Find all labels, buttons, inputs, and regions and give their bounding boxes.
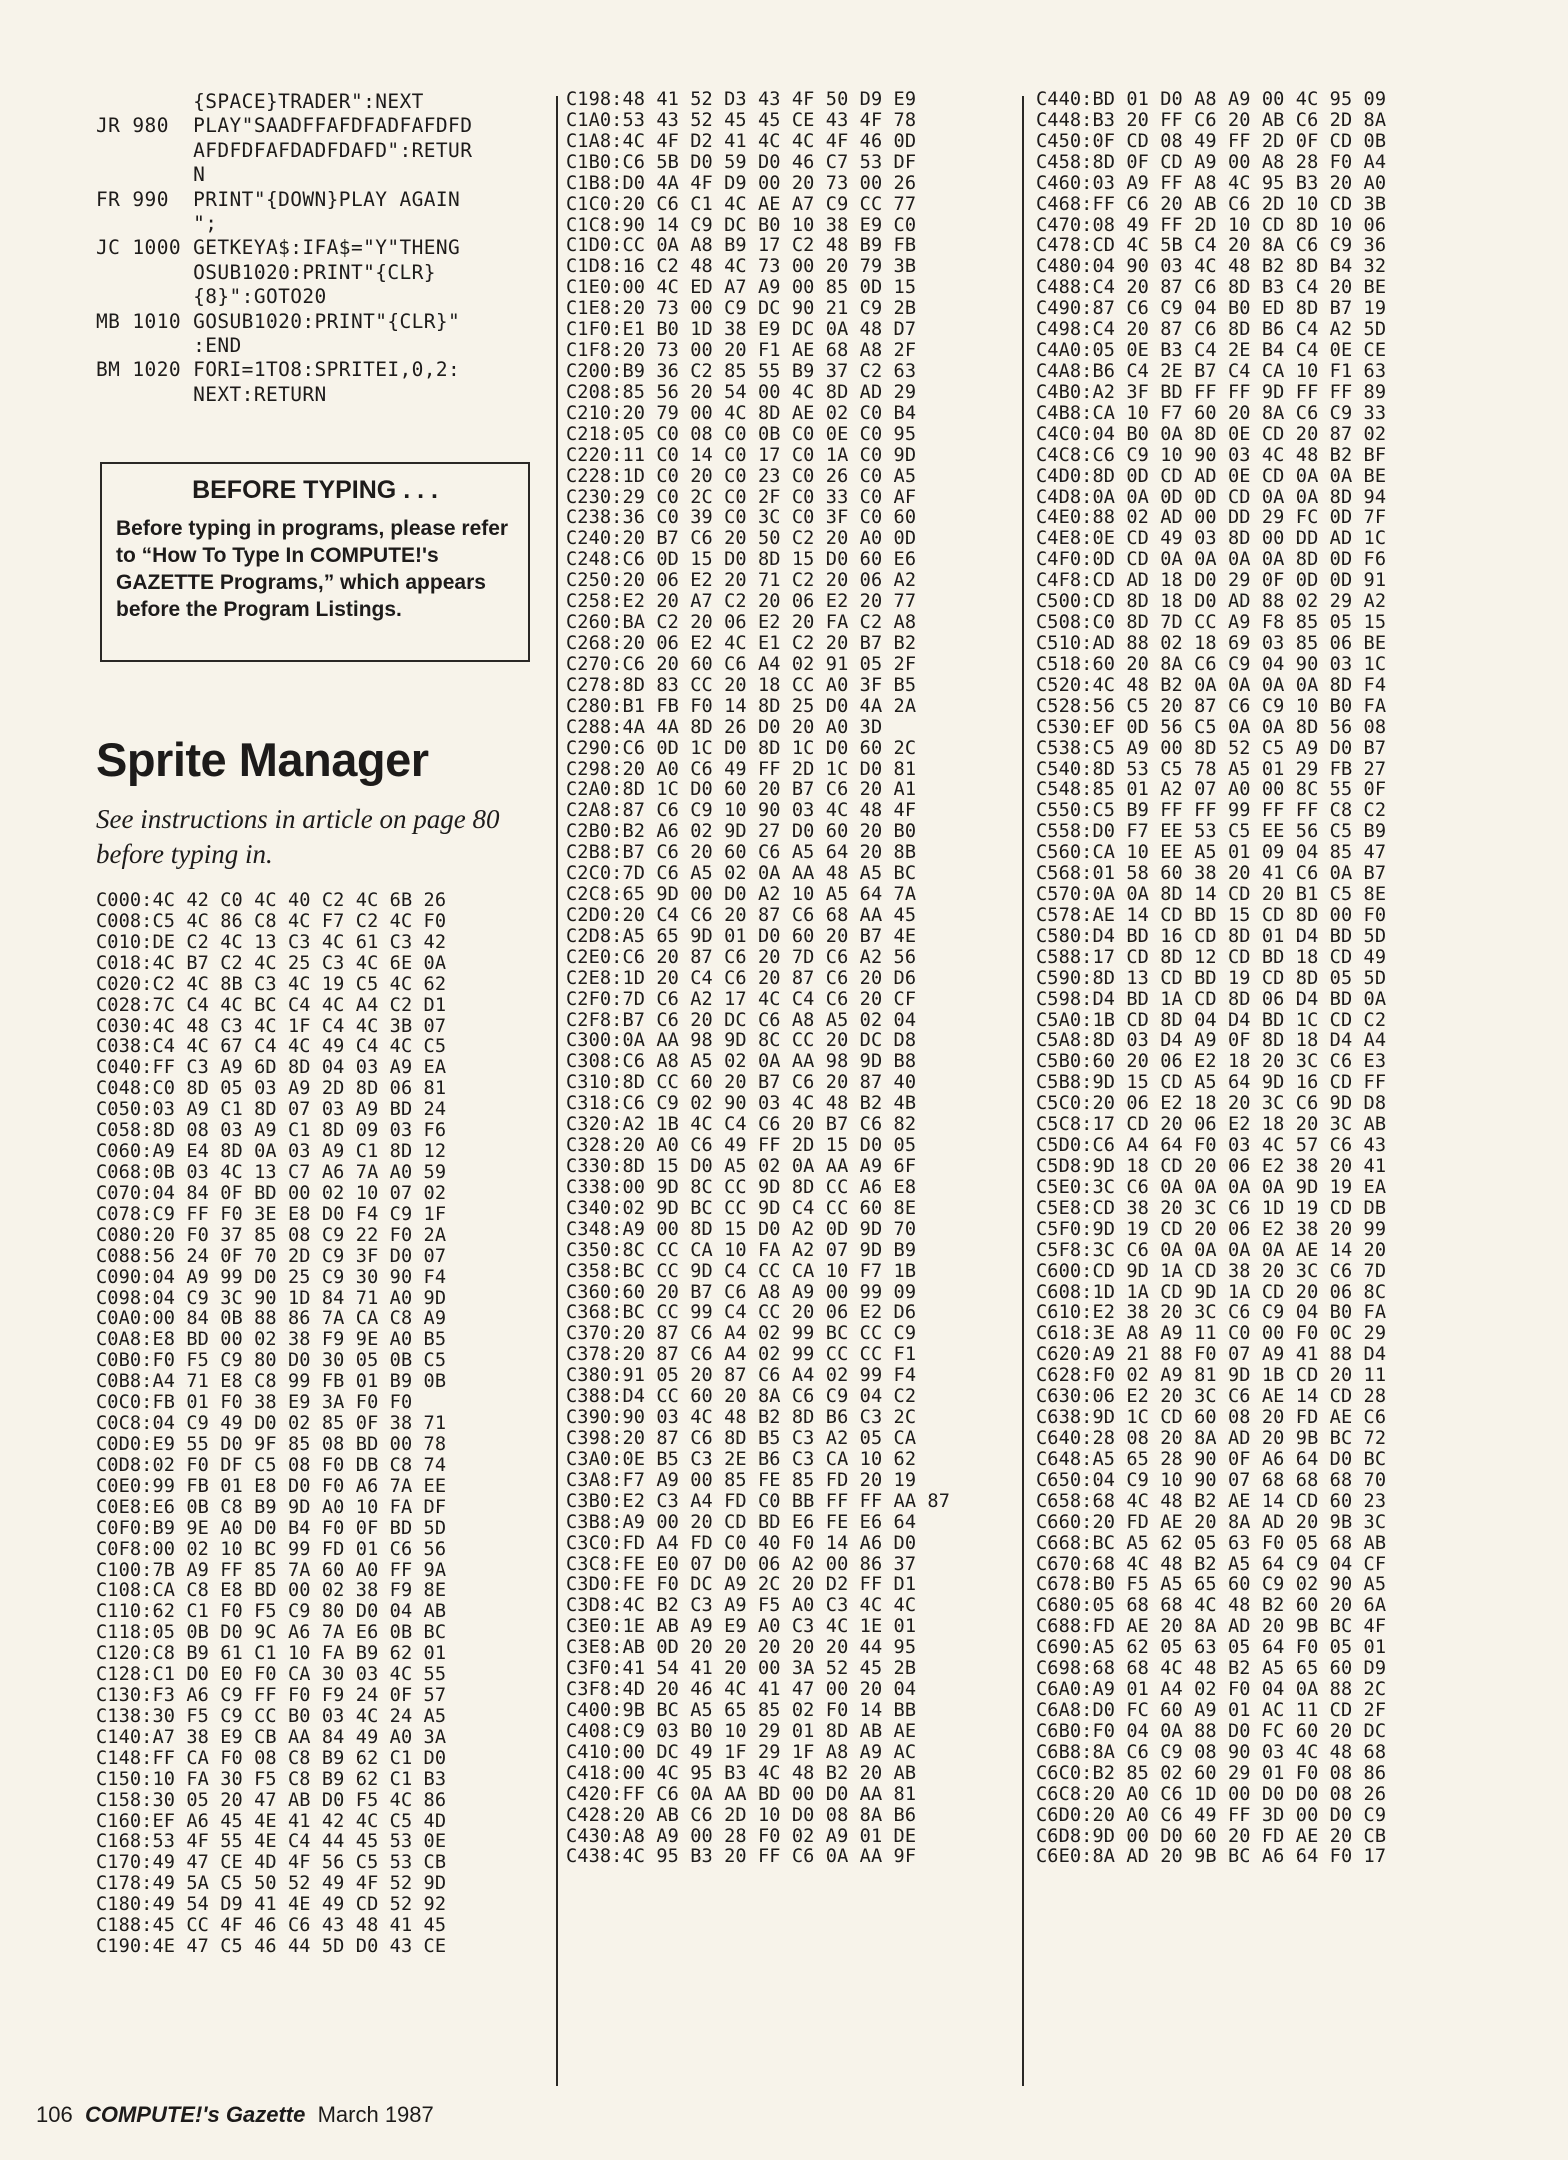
hex-line: C0D0:E9 55 D0 9F 85 08 BD 00 78 — [96, 1433, 447, 1455]
hex-line: C340:02 9D BC CC 9D C4 CC 60 8E — [566, 1197, 917, 1219]
page-number: 106 — [36, 2102, 73, 2127]
hex-line: C128:C1 D0 E0 F0 CA 30 03 4C 55 — [96, 1664, 447, 1686]
hex-line: C348:A9 00 8D 15 D0 A2 0D 9D 70 — [566, 1218, 917, 1240]
hex-line: C488:C4 20 87 C6 8D B3 C4 20 BE — [1036, 277, 1387, 299]
hex-line: C400:9B BC A5 65 85 02 F0 14 BB — [566, 1699, 917, 1721]
hex-line: C5D0:C6 A4 64 F0 03 4C 57 C6 43 — [1036, 1135, 1387, 1157]
hex-line: C0C0:FB 01 F0 38 E9 3A F0 F0 — [96, 1392, 424, 1414]
hex-line: C6C0:B2 85 02 60 29 01 F0 08 86 — [1036, 1762, 1387, 1784]
hex-line: C648:A5 65 28 90 0F A6 64 D0 BC — [1036, 1448, 1387, 1470]
hex-line: C368:BC CC 99 C4 CC 20 06 E2 D6 — [566, 1302, 917, 1324]
hex-line: C650:04 C9 10 90 07 68 68 68 70 — [1036, 1469, 1387, 1491]
hex-line: C4B0:A2 3F BD FF FF 9D FF FF 89 — [1036, 381, 1387, 403]
hex-line: C220:11 C0 14 C0 17 C0 1A C0 9D — [566, 444, 917, 466]
hex-line: C5B0:60 20 06 E2 18 20 3C C6 E3 — [1036, 1051, 1387, 1073]
hex-line: C2A8:87 C6 C9 10 90 03 4C 48 4F — [566, 800, 917, 822]
hex-line: C3E0:1E AB A9 E9 A0 C3 4C 1E 01 — [566, 1616, 917, 1638]
hex-line: C4A8:B6 C4 2E B7 C4 CA 10 F1 63 — [1036, 360, 1387, 382]
hex-line: C228:1D C0 20 C0 23 C0 26 C0 A5 — [566, 465, 917, 487]
hex-line: C140:A7 38 E9 CB AA 84 49 A0 3A — [96, 1726, 447, 1748]
hex-line: C430:A8 A9 00 28 F0 02 A9 01 DE — [566, 1825, 917, 1847]
before-typing-text: Before typing in programs, please refer to “How To Type In COMPUTE!'s GAZETTE Programs,” which appears before the Program Listings. — [116, 517, 509, 621]
program-line: :END — [96, 334, 242, 358]
hex-line: C178:49 5A C5 50 52 49 4F 52 9D — [96, 1873, 447, 1895]
hex-line: C3B0:E2 C3 A4 FD C0 BB FF FF AA 87 — [566, 1490, 951, 1512]
hex-line: C548:85 01 A2 07 A0 00 8C 55 0F — [1036, 779, 1387, 801]
hex-line: C390:90 03 4C 48 B2 8D B6 C3 2C — [566, 1407, 917, 1429]
hex-line: C510:AD 88 02 18 69 03 85 06 BE — [1036, 632, 1387, 654]
issue-date: March 1987 — [317, 2102, 434, 2127]
hex-line: C1B0:C6 5B D0 59 D0 46 C7 53 DF — [566, 151, 917, 173]
hex-line: C2C0:7D C6 A5 02 0A AA 48 A5 BC — [566, 863, 917, 885]
hex-line: C6C8:20 A0 C6 1D 00 D0 D0 08 26 — [1036, 1783, 1387, 1805]
hex-line: C4F8:CD AD 18 D0 29 0F 0D 0D 91 — [1036, 570, 1387, 592]
hex-line: C028:7C C4 4C BC C4 4C A4 C2 D1 — [96, 994, 447, 1016]
hex-line: C268:20 06 E2 4C E1 C2 20 B7 B2 — [566, 632, 917, 654]
hex-line: C590:8D 13 CD BD 19 CD 8D 05 5D — [1036, 967, 1387, 989]
hex-line: C480:04 90 03 4C 48 B2 8D B4 32 — [1036, 256, 1387, 278]
hex-line: C358:BC CC 9D C4 CC CA 10 F7 1B — [566, 1260, 917, 1282]
hex-line: C698:68 68 4C 48 B2 A5 65 60 D9 — [1036, 1658, 1387, 1680]
hex-line: C4B8:CA 10 F7 60 20 8A C6 C9 33 — [1036, 402, 1387, 424]
hex-line: C050:03 A9 C1 8D 07 03 A9 BD 24 — [96, 1099, 447, 1121]
hex-line: C1E8:20 73 00 C9 DC 90 21 C9 2B — [566, 298, 917, 320]
hex-line: C618:3E A8 A9 11 C0 00 F0 0C 29 — [1036, 1323, 1387, 1345]
hex-line: C450:0F CD 08 49 FF 2D 0F CD 0B — [1036, 130, 1387, 152]
hex-line: C688:FD AE 20 8A AD 20 9B BC 4F — [1036, 1616, 1387, 1638]
hex-line: C3D8:4C B2 C3 A9 F5 A0 C3 4C 4C — [566, 1595, 917, 1617]
hex-line: C020:C2 4C 8B C3 4C 19 C5 4C 62 — [96, 973, 447, 995]
hex-line: C160:EF A6 45 4E 41 42 4C C5 4D — [96, 1810, 447, 1832]
hex-line: C530:EF 0D 56 C5 0A 0A 8D 56 08 — [1036, 716, 1387, 738]
hex-line: C080:20 F0 37 85 08 C9 22 F0 2A — [96, 1224, 447, 1246]
hex-line: C3D0:FE F0 DC A9 2C 20 D2 FF D1 — [566, 1574, 917, 1596]
hex-listing-column-1 — [96, 891, 446, 1958]
hex-line: C570:0A 0A 8D 14 CD 20 B1 C5 8E — [1036, 884, 1387, 906]
hex-line: C428:20 AB C6 2D 10 D0 08 8A B6 — [566, 1804, 917, 1826]
hex-line: C328:20 A0 C6 49 FF 2D 15 D0 05 — [566, 1135, 917, 1157]
hex-line: C3C8:FE E0 07 D0 06 A2 00 86 37 — [566, 1553, 917, 1575]
hex-line: C2A0:8D 1C D0 60 20 B7 C6 20 A1 — [566, 779, 917, 801]
hex-line: C398:20 87 C6 8D B5 C3 A2 05 CA — [566, 1428, 917, 1449]
hex-line: C5C0:20 06 E2 18 20 3C C6 9D D8 — [1036, 1093, 1387, 1115]
hex-line: C180:49 54 D9 41 4E 49 CD 52 92 — [96, 1894, 447, 1916]
hex-line: C0F8:00 02 10 BC 99 FD 01 C6 56 — [96, 1538, 447, 1560]
hex-line: C1B8:D0 4A 4F D9 00 20 73 00 26 — [566, 172, 917, 194]
hex-line: C610:E2 38 20 3C C6 C9 04 B0 FA — [1036, 1302, 1387, 1324]
hex-line: C540:8D 53 C5 78 A5 01 29 FB 27 — [1036, 758, 1387, 780]
program-line: "; — [96, 212, 218, 236]
hex-line: C2E8:1D 20 C4 C6 20 87 C6 20 D6 — [566, 967, 917, 989]
hex-line: C138:30 F5 C9 CC B0 03 4C 24 A5 — [96, 1705, 447, 1727]
hex-line: C258:E2 20 A7 C2 20 06 E2 20 77 — [566, 591, 917, 613]
hex-line: C360:60 20 B7 C6 A8 A9 00 99 09 — [566, 1281, 917, 1303]
hex-line: C638:9D 1C CD 60 08 20 FD AE C6 — [1036, 1407, 1387, 1429]
column-divider-right — [1022, 96, 1024, 2086]
hex-line: C0A8:E8 BD 00 02 38 F9 9E A0 B5 — [96, 1329, 447, 1351]
hex-line: C3F0:41 54 41 20 00 3A 52 45 2B — [566, 1658, 917, 1680]
hex-line: C408:C9 03 B0 10 29 01 8D AB AE — [566, 1720, 917, 1742]
hex-line: C4E0:88 02 AD 00 DD 29 FC 0D 7F — [1036, 507, 1387, 529]
hex-line: C1C8:90 14 C9 DC B0 10 38 E9 C0 — [566, 214, 917, 236]
hex-line: C078:C9 FF F0 3E E8 D0 F4 C9 1F — [96, 1203, 447, 1225]
hex-line: C320:A2 1B 4C C4 C6 20 B7 C6 82 — [566, 1114, 917, 1136]
hex-line: C6A8:D0 FC 60 A9 01 AC 11 CD 2F — [1036, 1699, 1387, 1721]
publication-name: COMPUTE!'s Gazette — [84, 2102, 306, 2127]
hex-line: C060:A9 E4 8D 0A 03 A9 C1 8D 12 — [96, 1141, 447, 1163]
hex-line: C3B8:A9 00 20 CD BD E6 FE E6 64 — [566, 1511, 917, 1533]
hex-line: C440:BD 01 D0 A8 A9 00 4C 95 09 — [1036, 89, 1387, 110]
hex-line: C670:68 4C 48 B2 A5 64 C9 04 CF — [1036, 1553, 1387, 1575]
hex-line: C2F0:7D C6 A2 17 4C C4 C6 20 CF — [566, 988, 917, 1010]
hex-listing-column-2 — [566, 90, 950, 1868]
hex-line: C168:53 4F 55 4E C4 44 45 53 0E — [96, 1831, 447, 1853]
hex-line: C338:00 9D 8C CC 9D 8D CC A6 E8 — [566, 1176, 917, 1198]
hex-line: C4F0:0D CD 0A 0A 0A 0A 8D 0D F6 — [1036, 549, 1387, 571]
hex-line: C188:45 CC 4F 46 C6 43 48 41 45 — [96, 1915, 447, 1937]
hex-line: C070:04 84 0F BD 00 02 10 07 02 — [96, 1182, 447, 1204]
hex-line: C460:03 A9 FF A8 4C 95 B3 20 A0 — [1036, 172, 1387, 194]
hex-line: C3A0:0E B5 C3 2E B6 C3 CA 10 62 — [566, 1448, 917, 1470]
hex-line: C150:10 FA 30 F5 C8 B9 62 C1 B3 — [96, 1768, 447, 1790]
hex-line: C6B0:F0 04 0A 88 D0 FC 60 20 DC — [1036, 1720, 1387, 1742]
hex-line: C0C8:04 C9 49 D0 02 85 0F 38 71 — [96, 1413, 447, 1435]
hex-line: C290:C6 0D 1C D0 8D 1C D0 60 2C — [566, 737, 917, 759]
before-typing-heading: BEFORE TYPING . . . — [192, 476, 438, 504]
hex-line: C108:CA C8 E8 BD 00 02 38 F9 8E — [96, 1580, 447, 1602]
hex-line: C5F8:3C C6 0A 0A 0A 0A AE 14 20 — [1036, 1239, 1387, 1261]
hex-line: C438:4C 95 B3 20 FF C6 0A AA 9F — [566, 1846, 917, 1868]
hex-line: C4A0:05 0E B3 C4 2E B4 C4 0E CE — [1036, 340, 1387, 362]
program-line: JC 1000 GETKEYA$:IFA$="Y"THENG — [96, 236, 461, 260]
hex-line: C4C0:04 B0 0A 8D 0E CD 20 87 02 — [1036, 423, 1387, 445]
hex-line: C2F8:B7 C6 20 DC C6 A8 A5 02 04 — [566, 1009, 917, 1031]
hex-line: C418:00 4C 95 B3 4C 48 B2 20 AB — [566, 1762, 917, 1784]
hex-line: C000:4C 42 C0 4C 40 C2 4C 6B 26 — [96, 890, 447, 911]
hex-line: C508:C0 8D 7D CC A9 F8 85 05 15 — [1036, 612, 1387, 634]
hex-line: C1A0:53 43 52 45 45 CE 43 4F 78 — [566, 109, 917, 131]
hex-line: C158:30 05 20 47 AB D0 F5 4C 86 — [96, 1789, 447, 1811]
program-line: AFDFDFAFDADFDAFD":RETUR — [96, 138, 473, 162]
hex-line: C350:8C CC CA 10 FA A2 07 9D B9 — [566, 1239, 917, 1261]
hex-line: C190:4E 47 C5 46 44 5D D0 43 CE — [96, 1936, 447, 1958]
program-line: JR 980 PLAY"SAADFFAFDFADFAFDFD — [96, 114, 473, 138]
hex-line: C0B0:F0 F5 C9 80 D0 30 05 0B C5 — [96, 1350, 447, 1372]
hex-line: C208:85 56 20 54 00 4C 8D AD 29 — [566, 381, 917, 403]
hex-line: C0A0:00 84 0B 88 86 7A CA C8 A9 — [96, 1308, 447, 1330]
hex-line: C0D8:02 F0 DF C5 08 F0 DB C8 74 — [96, 1454, 447, 1476]
hex-line: C090:04 A9 99 D0 25 C9 30 90 F4 — [96, 1266, 447, 1288]
hex-line: C130:F3 A6 C9 FF F0 F9 24 0F 57 — [96, 1685, 447, 1707]
hex-line: C030:4C 48 C3 4C 1F C4 4C 3B 07 — [96, 1015, 447, 1037]
hex-line: C6D8:9D 00 D0 60 20 FD AE 20 CB — [1036, 1825, 1387, 1847]
hex-line: C038:C4 4C 67 C4 4C 49 C4 4C C5 — [96, 1036, 447, 1058]
page-footer — [36, 2102, 434, 2128]
hex-line: C2B0:B2 A6 02 9D 27 D0 60 20 B0 — [566, 821, 917, 843]
hex-line: C4C8:C6 C9 10 90 03 4C 48 B2 BF — [1036, 444, 1387, 466]
hex-line: C230:29 C0 2C C0 2F C0 33 C0 AF — [566, 486, 917, 508]
hex-line: C310:8D CC 60 20 B7 C6 20 87 40 — [566, 1072, 917, 1094]
hex-line: C3C0:FD A4 FD C0 40 F0 14 A6 D0 — [566, 1532, 917, 1554]
hex-line: C088:56 24 0F 70 2D C9 3F D0 07 — [96, 1245, 447, 1267]
hex-line: C110:62 C1 F0 F5 C9 80 D0 04 AB — [96, 1601, 447, 1623]
hex-line: C198:48 41 52 D3 43 4F 50 D9 E9 — [566, 89, 917, 110]
hex-line: C280:B1 FB F0 14 8D 25 D0 4A 2A — [566, 695, 917, 717]
hex-line: C5C8:17 CD 20 06 E2 18 20 3C AB — [1036, 1114, 1387, 1136]
hex-line: C3F8:4D 20 46 4C 41 47 00 20 04 — [566, 1679, 917, 1701]
hex-line: C3E8:AB 0D 20 20 20 20 20 44 95 — [566, 1637, 917, 1659]
hex-line: C048:C0 8D 05 03 A9 2D 8D 06 81 — [96, 1078, 447, 1100]
hex-listing-column-3 — [1036, 90, 1386, 1868]
hex-line: C1D0:CC 0A A8 B9 17 C2 48 B9 FB — [566, 235, 917, 257]
hex-line: C288:4A 4A 8D 26 D0 20 A0 3D — [566, 716, 883, 738]
program-listing-tail — [96, 90, 566, 407]
hex-line: C170:49 47 CE 4D 4F 56 C5 53 CB — [96, 1852, 447, 1874]
hex-line: C4D8:0A 0A 0D 0D CD 0A 0A 8D 94 — [1036, 486, 1387, 508]
hex-line: C378:20 87 C6 A4 02 99 CC CC F1 — [566, 1344, 917, 1366]
hex-line: C5E8:CD 38 20 3C C6 1D 19 CD DB — [1036, 1197, 1387, 1219]
hex-line: C600:CD 9D 1A CD 38 20 3C C6 7D — [1036, 1260, 1387, 1282]
hex-line: C568:01 58 60 38 20 41 C6 0A B7 — [1036, 863, 1387, 885]
program-line: FR 990 PRINT"{DOWN}PLAY AGAIN — [96, 187, 461, 211]
hex-line: C6B8:8A C6 C9 08 90 03 4C 48 68 — [1036, 1741, 1387, 1763]
hex-line: C658:68 4C 48 B2 AE 14 CD 60 23 — [1036, 1490, 1387, 1512]
hex-line: C008:C5 4C 86 C8 4C F7 C2 4C F0 — [96, 910, 447, 932]
hex-line: C270:C6 20 60 C6 A4 02 91 05 2F — [566, 653, 917, 675]
hex-line: C5A8:8D 03 D4 A9 0F 8D 18 D4 A4 — [1036, 1030, 1387, 1052]
hex-line: C0E8:E6 0B C8 B9 9D A0 10 FA DF — [96, 1496, 447, 1518]
hex-line: C678:B0 F5 A5 65 60 C9 02 90 A5 — [1036, 1574, 1387, 1596]
hex-line: C500:CD 8D 18 D0 AD 88 02 29 A2 — [1036, 591, 1387, 613]
hex-line: C148:FF CA F0 08 C8 B9 62 C1 D0 — [96, 1747, 447, 1769]
hex-line: C660:20 FD AE 20 8A AD 20 9B 3C — [1036, 1511, 1387, 1533]
hex-line: C250:20 06 E2 20 71 C2 20 06 A2 — [566, 570, 917, 592]
hex-line: C5B8:9D 15 CD A5 64 9D 16 CD FF — [1036, 1072, 1387, 1094]
hex-line: C5F0:9D 19 CD 20 06 E2 38 20 99 — [1036, 1218, 1387, 1240]
hex-line: C0B8:A4 71 E8 C8 99 FB 01 B9 0B — [96, 1371, 447, 1393]
hex-line: C298:20 A0 C6 49 FF 2D 1C D0 81 — [566, 758, 917, 780]
hex-line: C098:04 C9 3C 90 1D 84 71 A0 9D — [96, 1287, 447, 1309]
hex-line: C620:A9 21 88 F0 07 A9 41 88 D4 — [1036, 1344, 1387, 1366]
hex-line: C4D0:8D 0D CD AD 0E CD 0A 0A BE — [1036, 465, 1387, 487]
hex-line: C628:F0 02 A9 81 9D 1B CD 20 11 — [1036, 1365, 1387, 1387]
program-line: {SPACE}TRADER":NEXT — [96, 90, 424, 113]
hex-line: C5E0:3C C6 0A 0A 0A 0A 9D 19 EA — [1036, 1176, 1387, 1198]
hex-line: C690:A5 62 05 63 05 64 F0 05 01 — [1036, 1637, 1387, 1659]
hex-line: C010:DE C2 4C 13 C3 4C 61 C3 42 — [96, 931, 447, 953]
hex-line: C2E0:C6 20 87 C6 20 7D C6 A2 56 — [566, 946, 917, 968]
hex-line: C420:FF C6 0A AA BD 00 D0 AA 81 — [566, 1783, 917, 1805]
hex-line: C278:8D 83 CC 20 18 CC A0 3F B5 — [566, 674, 917, 696]
hex-line: C598:D4 BD 1A CD 8D 06 D4 BD 0A — [1036, 988, 1387, 1010]
hex-line: C640:28 08 20 8A AD 20 9B BC 72 — [1036, 1428, 1387, 1449]
hex-line: C0E0:99 FB 01 E8 D0 F0 A6 7A EE — [96, 1475, 447, 1497]
hex-line: C608:1D 1A CD 9D 1A CD 20 06 8C — [1036, 1281, 1387, 1303]
hex-line: C2D8:A5 65 9D 01 D0 60 20 B7 4E — [566, 925, 917, 947]
hex-line: C458:8D 0F CD A9 00 A8 28 F0 A4 — [1036, 151, 1387, 173]
hex-line: C1E0:00 4C ED A7 A9 00 85 0D 15 — [566, 277, 917, 299]
hex-line: C6A0:A9 01 A4 02 F0 04 0A 88 2C — [1036, 1679, 1387, 1701]
hex-line: C248:C6 0D 15 D0 8D 15 D0 60 E6 — [566, 549, 917, 571]
program-line: {8}":GOTO20 — [96, 285, 327, 309]
article-title: Sprite Manager — [96, 733, 429, 786]
hex-line: C588:17 CD 8D 12 CD BD 18 CD 49 — [1036, 946, 1387, 968]
hex-line: C238:36 C0 39 C0 3C C0 3F C0 60 — [566, 507, 917, 529]
hex-line: C6D0:20 A0 C6 49 FF 3D 00 D0 C9 — [1036, 1804, 1387, 1826]
hex-line: C1F8:20 73 00 20 F1 AE 68 A8 2F — [566, 340, 917, 362]
hex-line: C018:4C B7 C2 4C 25 C3 4C 6E 0A — [96, 952, 447, 974]
hex-line: C068:0B 03 4C 13 C7 A6 7A A0 59 — [96, 1161, 447, 1183]
hex-line: C630:06 E2 20 3C C6 AE 14 CD 28 — [1036, 1386, 1387, 1408]
hex-line: C5A0:1B CD 8D 04 D4 BD 1C CD C2 — [1036, 1009, 1387, 1031]
hex-line: C490:87 C6 C9 04 B0 ED 8D B7 19 — [1036, 298, 1387, 320]
hex-line: C308:C6 A8 A5 02 0A AA 98 9D B8 — [566, 1051, 917, 1073]
hex-line: C2B8:B7 C6 20 60 C6 A5 64 20 8B — [566, 842, 917, 864]
hex-line: C470:08 49 FF 2D 10 CD 8D 10 06 — [1036, 214, 1387, 236]
hex-line: C240:20 B7 C6 20 50 C2 20 A0 0D — [566, 528, 917, 550]
program-line: MB 1010 GOSUB1020:PRINT"{CLR}" — [96, 309, 461, 333]
hex-line: C1D8:16 C2 48 4C 73 00 20 79 3B — [566, 256, 917, 278]
hex-line: C1C0:20 C6 C1 4C AE A7 C9 CC 77 — [566, 193, 917, 215]
hex-line: C388:D4 CC 60 20 8A C6 C9 04 C2 — [566, 1386, 917, 1408]
hex-line: C5D8:9D 18 CD 20 06 E2 38 20 41 — [1036, 1156, 1387, 1178]
hex-line: C410:00 DC 49 1F 29 1F A8 A9 AC — [566, 1741, 917, 1763]
hex-line: C448:B3 20 FF C6 20 AB C6 2D 8A — [1036, 109, 1387, 131]
hex-line: C318:C6 C9 02 90 03 4C 48 B2 4B — [566, 1093, 917, 1115]
program-line: NEXT:RETURN — [96, 382, 327, 406]
hex-line: C118:05 0B D0 9C A6 7A E6 0B BC — [96, 1622, 447, 1644]
hex-line: C550:C5 B9 FF FF 99 FF FF C8 C2 — [1036, 800, 1387, 822]
hex-line: C210:20 79 00 4C 8D AE 02 C0 B4 — [566, 402, 917, 424]
hex-line: C0F0:B9 9E A0 D0 B4 F0 0F BD 5D — [96, 1517, 447, 1539]
hex-line: C2C8:65 9D 00 D0 A2 10 A5 64 7A — [566, 884, 917, 906]
hex-line: C468:FF C6 20 AB C6 2D 10 CD 3B — [1036, 193, 1387, 215]
hex-line: C6E0:8A AD 20 9B BC A6 64 F0 17 — [1036, 1846, 1387, 1868]
article-intro: See instructions in article on page 80 before typing in. — [96, 804, 500, 869]
hex-line: C218:05 C0 08 C0 0B C0 0E C0 95 — [566, 423, 917, 445]
before-typing-box — [100, 462, 530, 662]
hex-line: C040:FF C3 A9 6D 8D 04 03 A9 EA — [96, 1057, 447, 1079]
hex-line: C058:8D 08 03 A9 C1 8D 09 03 F6 — [96, 1120, 447, 1142]
hex-line: C1F0:E1 B0 1D 38 E9 DC 0A 48 D7 — [566, 319, 917, 341]
hex-line: C200:B9 36 C2 85 55 B9 37 C2 63 — [566, 360, 917, 382]
hex-line: C370:20 87 C6 A4 02 99 BC CC C9 — [566, 1323, 917, 1345]
hex-line: C518:60 20 8A C6 C9 04 90 03 1C — [1036, 653, 1387, 675]
hex-line: C668:BC A5 62 05 63 F0 05 68 AB — [1036, 1532, 1387, 1554]
hex-line: C100:7B A9 FF 85 7A 60 A0 FF 9A — [96, 1559, 447, 1581]
hex-line: C528:56 C5 20 87 C6 C9 10 B0 FA — [1036, 695, 1387, 717]
program-line: BM 1020 FORI=1TO8:SPRITEI,0,2: — [96, 358, 461, 382]
hex-line: C3A8:F7 A9 00 85 FE 85 FD 20 19 — [566, 1469, 917, 1491]
hex-line: C478:CD 4C 5B C4 20 8A C6 C9 36 — [1036, 235, 1387, 257]
hex-line: C558:D0 F7 EE 53 C5 EE 56 C5 B9 — [1036, 821, 1387, 843]
hex-line: C4E8:0E CD 49 03 8D 00 DD AD 1C — [1036, 528, 1387, 550]
hex-line: C538:C5 A9 00 8D 52 C5 A9 D0 B7 — [1036, 737, 1387, 759]
hex-line: C560:CA 10 EE A5 01 09 04 85 47 — [1036, 842, 1387, 864]
hex-line: C2D0:20 C4 C6 20 87 C6 68 AA 45 — [566, 904, 917, 926]
hex-line: C120:C8 B9 61 C1 10 FA B9 62 01 — [96, 1643, 447, 1665]
hex-line: C260:BA C2 20 06 E2 20 FA C2 A8 — [566, 612, 917, 634]
hex-line: C680:05 68 68 4C 48 B2 60 20 6A — [1036, 1595, 1387, 1617]
hex-line: C1A8:4C 4F D2 41 4C 4C 4F 46 0D — [566, 130, 917, 152]
hex-line: C300:0A AA 98 9D 8C CC 20 DC D8 — [566, 1030, 917, 1052]
hex-line: C380:91 05 20 87 C6 A4 02 99 F4 — [566, 1365, 917, 1387]
hex-line: C520:4C 48 B2 0A 0A 0A 0A 8D F4 — [1036, 674, 1387, 696]
hex-line: C578:AE 14 CD BD 15 CD 8D 00 F0 — [1036, 904, 1387, 926]
hex-line: C498:C4 20 87 C6 8D B6 C4 A2 5D — [1036, 319, 1387, 341]
program-line: OSUB1020:PRINT"{CLR} — [96, 260, 436, 284]
hex-line: C330:8D 15 D0 A5 02 0A AA A9 6F — [566, 1156, 917, 1178]
program-line: N — [96, 163, 206, 187]
hex-line: C580:D4 BD 16 CD 8D 01 D4 BD 5D — [1036, 925, 1387, 947]
